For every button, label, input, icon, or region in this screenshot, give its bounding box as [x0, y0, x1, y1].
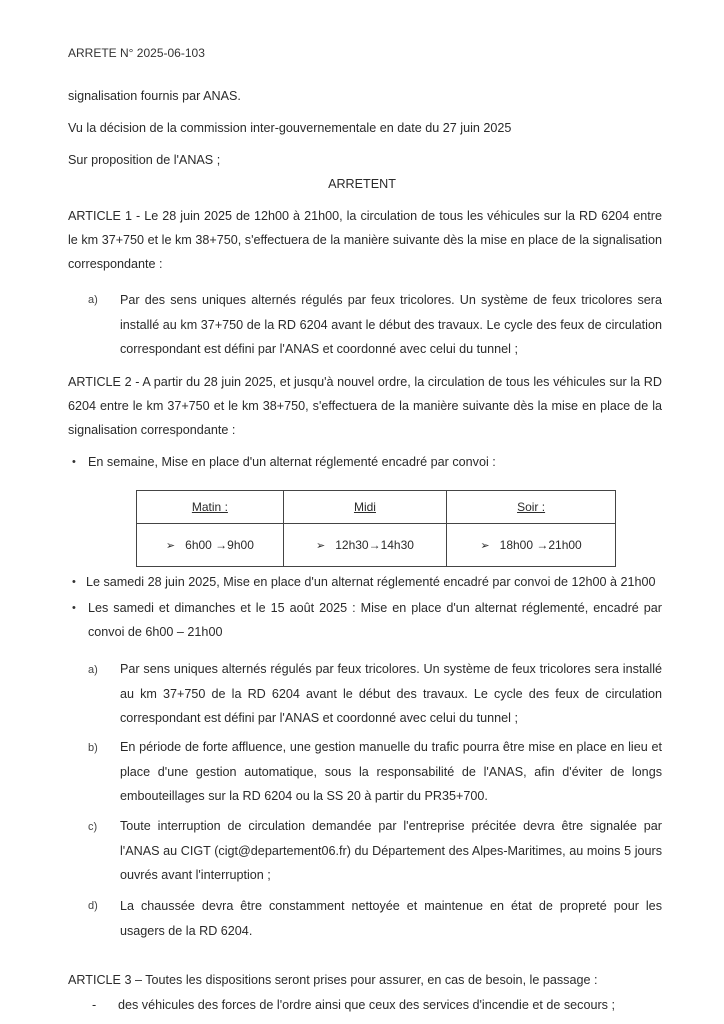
article-2-item-a-marker: a)	[88, 664, 98, 676]
schedule-noon-slot: ➢ 12h30→14h30	[283, 524, 446, 567]
article-2-item-d-text: La chaussée devra être constamment nettoyée et maintenue en état de propreté pour les usagers de la RD 6204.	[120, 899, 662, 938]
schedule-header-noon: Midi	[283, 491, 446, 524]
article-2-label: ARTICLE 2	[68, 375, 132, 389]
article-2-item-d-marker: d)	[88, 900, 98, 912]
intro-line-1: signalisation fournis par ANAS.	[68, 89, 241, 103]
intro-line-3: Sur proposition de l'ANAS ;	[68, 153, 221, 167]
article-3-dash-item: des véhicules des forces de l'ordre ainsi que ceux des services d'incendie et de secours ;	[118, 998, 615, 1012]
schedule-header-morning: Matin :	[137, 491, 284, 524]
bullet-marker: •	[72, 456, 76, 468]
bullet-marker: •	[72, 602, 76, 614]
article-3-paragraph	[68, 968, 662, 992]
article-3-text: – Toutes les dispositions seront prises pour assurer, en cas de besoin, le passage :	[131, 973, 598, 987]
intro-line-2: Vu la décision de la commission inter-gouvernementale en date du 27 juin 2025	[68, 121, 512, 135]
article-2-paragraph	[68, 370, 662, 442]
article-1-item-a-marker: a)	[88, 294, 98, 306]
article-2-bullet-saturday: Le samedi 28 juin 2025, Mise en place d'un alternat réglementé encadré par convoi de 12h00 à 21h00	[86, 575, 656, 589]
bullet-marker: •	[72, 576, 76, 588]
decree-heading: ARRETENT	[328, 177, 396, 191]
schedule-evening-slot: ➢ 18h00 →21h00	[447, 524, 616, 567]
arrow-bullet-icon: ➢	[480, 540, 490, 552]
article-2-item-c-marker: c)	[88, 821, 98, 833]
article-1-text: - Le 28 juin 2025 de 12h00 à 21h00, la circulation de tous les véhicules sur la RD 6204 entre le km 37+750 et le km 38+750, s'effectuera de la manière suivante dès la mise en place de la signalisation correspondante :	[68, 209, 663, 271]
article-1-label: ARTICLE 1	[68, 209, 132, 223]
article-3-label: ARTICLE 3	[68, 973, 132, 987]
schedule-header-evening: Soir :	[447, 491, 616, 524]
article-2-bullet-weekdays: En semaine, Mise en place d'un alternat réglementé encadré par convoi :	[88, 455, 496, 469]
schedule-morning-slot: ➢ 6h00 →9h00	[137, 524, 284, 567]
convoy-schedule-table	[136, 490, 616, 567]
decree-reference: ARRETE N° 2025-06-103	[68, 46, 205, 60]
article-1-paragraph	[68, 204, 662, 276]
article-2-item-a-text: Par sens uniques alternés régulés par feux tricolores. Un système de feux tricolores sera installé au km 37+750 de la RD 6204 avant le début des travaux. Le cycle des feux de circulation correspondant est défini par l'ANAS et coordonné avec celui du tunnel ;	[120, 662, 662, 725]
article-1-item-a-text: Par des sens uniques alternés régulés par feux tricolores. Un système de feux tricolores sera installé au km 37+750 de la RD 6204 avant le début des travaux. Le cycle des feux de circulation correspondant est défini par l'ANAS et coordonné avec celui du tunnel ;	[120, 293, 662, 356]
article-2-text: - A partir du 28 juin 2025, et jusqu'à nouvel ordre, la circulation de tous les véhicules sur la RD 6204 entre le km 37+750 et le km 38+750, s'effectuera de la manière suivante dès la mise en place de la signalisation correspondante :	[68, 375, 662, 437]
arrow-bullet-icon: ➢	[165, 540, 176, 552]
article-2-item-b-marker: b)	[88, 742, 98, 754]
arrow-bullet-icon: ➢	[316, 540, 326, 552]
article-2-item-b-text: En période de forte affluence, une gestion manuelle du trafic pourra être mise en place en lieu et place d'une gestion automatique, sous la responsabilité de l'ANAS, afin d'éviter de longs embouteillages sur la RD 6204 ou la SS 20 à partir du PR35+700.	[120, 740, 662, 803]
dash-marker: -	[92, 998, 97, 1012]
article-2-bullet-weekends: Les samedi et dimanches et le 15 août 2025 : Mise en place d'un alternat réglementé, encadré par convoi de 6h00 – 21h00	[88, 601, 662, 639]
article-2-item-c-text: Toute interruption de circulation demandée par l'entreprise précitée devra être signalée par l'ANAS au CIGT (cigt@departement06.fr) du Département des Alpes-Maritimes, au moins 5 jours ouvrés avant l'interruption ;	[120, 819, 662, 882]
